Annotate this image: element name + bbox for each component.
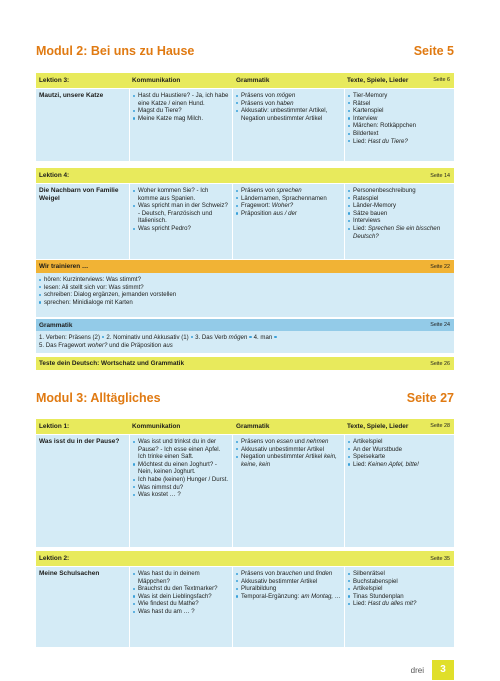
list-item: hören: Kurzinterviews: Was stimmt? xyxy=(39,276,451,284)
lektion3-texte xyxy=(344,89,454,161)
trainieren-page: Seite 22 xyxy=(430,263,450,270)
list-item: Silbenrätsel xyxy=(348,570,451,578)
modul2-page: Seite 5 xyxy=(413,44,454,58)
grammatik-title: Grammatik xyxy=(39,321,73,329)
list-item: Was hast du in deinem Mäppchen? xyxy=(133,570,229,585)
teste-header xyxy=(36,357,454,370)
col-texte: Texte, Spiele, Lieder Seite 6 xyxy=(344,77,454,84)
lektion4-texte xyxy=(344,184,454,259)
list-item: Was spricht man in der Schweiz? - Deutsch, Französisch und Italienisch. xyxy=(133,202,229,225)
lektion4-grammatik xyxy=(232,184,344,259)
lektion4-title: Die Nachbarn von Familie Weigel xyxy=(39,187,119,202)
modul2-title: Modul 2: Bei uns zu Hause xyxy=(36,44,195,58)
modul3-heading xyxy=(36,391,454,405)
col-grammatik: Grammatik xyxy=(236,423,270,430)
m3-lektion2-kommunikation xyxy=(129,567,232,647)
grammatik-page: Seite 24 xyxy=(430,322,450,328)
m3-lektion1-header xyxy=(36,419,454,435)
list-item: Magst du Tiere? xyxy=(133,107,229,115)
page-word: drei xyxy=(410,665,424,675)
list-item: Akkusativ: unbestimmter Artikel, Negation unbestimmter Artikel xyxy=(236,107,341,122)
list-item: Präsens von essen und nehmen xyxy=(236,438,341,446)
list-item: Was kostet … ? xyxy=(133,491,229,499)
trainieren-title: Wir trainieren … xyxy=(39,263,89,270)
list-item: Woher kommen Sie? - Ich komme aus Spanien. xyxy=(133,187,229,202)
lektion3-grammatik xyxy=(232,89,344,161)
list-item: Lied: Keinen Apfel, bitte! xyxy=(348,461,451,469)
list-item: Artikelspiel xyxy=(348,438,451,446)
trainieren-list xyxy=(36,273,454,317)
list-item: Kartenspiel xyxy=(348,107,451,115)
lektion3-header xyxy=(36,73,454,89)
m3-lektion2-label: Lektion 2: xyxy=(39,555,70,562)
list-item: Tinas Stundenplan xyxy=(348,593,451,601)
list-item: Ländernamen, Sprachennamen xyxy=(236,195,341,203)
list-item: Was nimmst du? xyxy=(133,484,229,492)
modul3-title: Modul 3: Alltägliches xyxy=(36,391,161,405)
teste-page: Seite 26 xyxy=(430,360,450,367)
grammatik-text: 1. Verben: Präsens (2) 2. Nominativ und Akkusativ (1) 3. Das Verb mögen 4. man 5. Das Fragewort woher? und die Präposition aus xyxy=(36,331,454,353)
list-item: Präsens von sprechen xyxy=(236,187,341,195)
lektion4-block xyxy=(36,168,454,259)
list-item: Meine Katze mag Milch. xyxy=(133,115,229,123)
m3-lektion1-grammatik xyxy=(232,435,344,547)
grammatik-header xyxy=(36,319,454,331)
page-number: 3 xyxy=(432,660,454,680)
list-item: Temporal-Ergänzung: am Montag, … xyxy=(236,593,341,601)
list-item: Länder-Memory xyxy=(348,202,451,210)
col-texte: Texte, Spiele, Lieder Seite 28 xyxy=(344,423,454,430)
teste-title: Teste dein Deutsch: Wortschatz und Grammatik xyxy=(39,360,184,367)
list-item: Was spricht Pedro? xyxy=(133,225,229,233)
lektion4-header xyxy=(36,168,454,184)
m3-lektion1-title: Was isst du in der Pause? xyxy=(39,438,120,445)
list-item: Was ist dein Lieblingsfach? xyxy=(133,593,229,601)
list-item: Sätze bauen xyxy=(348,210,451,218)
list-item: Möchtest du einen Joghurt? - Nein, keinen Joghurt. xyxy=(133,461,229,476)
lektion3-title: Mautzi, unsere Katze xyxy=(39,92,104,99)
list-item: Tier-Memory xyxy=(348,92,451,100)
m3-lektion1-row xyxy=(36,435,454,547)
list-item: Was hast du am … ? xyxy=(133,608,229,616)
list-item: Artikelspiel xyxy=(348,585,451,593)
list-item: Lied: Hast du alles mit? xyxy=(348,600,451,608)
list-item: Ich habe (keinen) Hunger / Durst. xyxy=(133,476,229,484)
m3-lektion2-block xyxy=(36,551,454,647)
list-item: Akkusativ unbestimmter Artikel xyxy=(236,446,341,454)
list-item: lesen: Ali stellt sich vor: Was stimmt? xyxy=(39,284,451,292)
list-item: Pluralbildung xyxy=(236,585,341,593)
list-item: Interview xyxy=(348,115,451,123)
lektion4-page: Seite 14 xyxy=(430,172,450,179)
bullet-icon xyxy=(249,336,251,338)
lektion3-block xyxy=(36,73,454,161)
m3-lektion2-page: Seite 35 xyxy=(430,555,450,562)
list-item: Hast du Haustiere? - Ja, ich habe eine Katze / einen Hund. xyxy=(133,92,229,107)
list-item: Personenbeschreibung xyxy=(348,187,451,195)
list-item: Präsens von mögen xyxy=(236,92,341,100)
list-item: Brauchst du den Textmarker? xyxy=(133,585,229,593)
col-kommunikation: Kommunikation xyxy=(132,77,181,84)
modul3-page: Seite 27 xyxy=(406,391,454,405)
grammatik-block xyxy=(36,319,454,353)
list-item: Präposition aus / der xyxy=(236,210,341,218)
page-footer xyxy=(411,660,454,680)
list-item: Bildertext xyxy=(348,130,451,138)
list-item: Was isst und trinkst du in der Pause? - Ich esse einen Apfel. Ich trinke einen Saft. xyxy=(133,438,229,461)
trainieren-block xyxy=(36,260,454,317)
list-item: schreiben: Dialog ergänzen, jemanden vorstellen xyxy=(39,291,451,299)
lektion3-page: Seite 6 xyxy=(433,77,450,83)
m3-lektion2-grammatik xyxy=(232,567,344,647)
modul2-heading xyxy=(36,44,454,58)
list-item: An der Wurstbude xyxy=(348,446,451,454)
list-item: Lied: Hast du Tiere? xyxy=(348,138,451,146)
lektion4-label: Lektion 4: xyxy=(39,172,70,179)
list-item: Negation unbestimmter Artikel kein, keine, kein xyxy=(236,453,341,468)
bullet-icon xyxy=(274,336,276,338)
lektion4-row xyxy=(36,184,454,259)
list-item: Wie findest du Mathe? xyxy=(133,600,229,608)
list-item: Akkusativ bestimmter Artikel xyxy=(236,578,341,586)
list-item: Ratespiel xyxy=(348,195,451,203)
teste-block xyxy=(36,357,454,370)
m3-lektion1-texte xyxy=(344,435,454,547)
list-item: Lied: Sprechen Sie ein bisschen Deutsch? xyxy=(348,225,451,240)
list-item: Präsens von brauchen und finden xyxy=(236,570,341,578)
m3-lektion1-page: Seite 28 xyxy=(430,423,450,429)
lektion3-label: Lektion 3: xyxy=(39,77,70,84)
m3-lektion1-label: Lektion 1: xyxy=(39,423,70,430)
bullet-icon xyxy=(191,336,193,338)
lektion3-kommunikation xyxy=(129,89,232,161)
m3-lektion2-header xyxy=(36,551,454,567)
list-item: Märchen: Rotkäppchen xyxy=(348,122,451,130)
lektion3-row xyxy=(36,89,454,161)
m3-lektion2-title: Meine Schulsachen xyxy=(39,570,100,577)
m3-lektion2-texte xyxy=(344,567,454,647)
list-item: sprechen: Minidialoge mit Karten xyxy=(39,299,451,307)
list-item: Rätsel xyxy=(348,100,451,108)
m3-lektion1-kommunikation xyxy=(129,435,232,547)
lektion4-kommunikation xyxy=(129,184,232,259)
trainieren-header xyxy=(36,260,454,273)
list-item: Präsens von haben xyxy=(236,100,341,108)
m3-lektion1-block xyxy=(36,419,454,547)
bullet-icon xyxy=(102,336,104,338)
list-item: Interviews xyxy=(348,217,451,225)
col-kommunikation: Kommunikation xyxy=(132,423,181,430)
m3-lektion2-row xyxy=(36,567,454,647)
list-item: Speisekarte xyxy=(348,453,451,461)
list-item: Buchstabenspiel xyxy=(348,578,451,586)
list-item: Fragewort: Woher? xyxy=(236,202,341,210)
col-grammatik: Grammatik xyxy=(236,77,270,84)
